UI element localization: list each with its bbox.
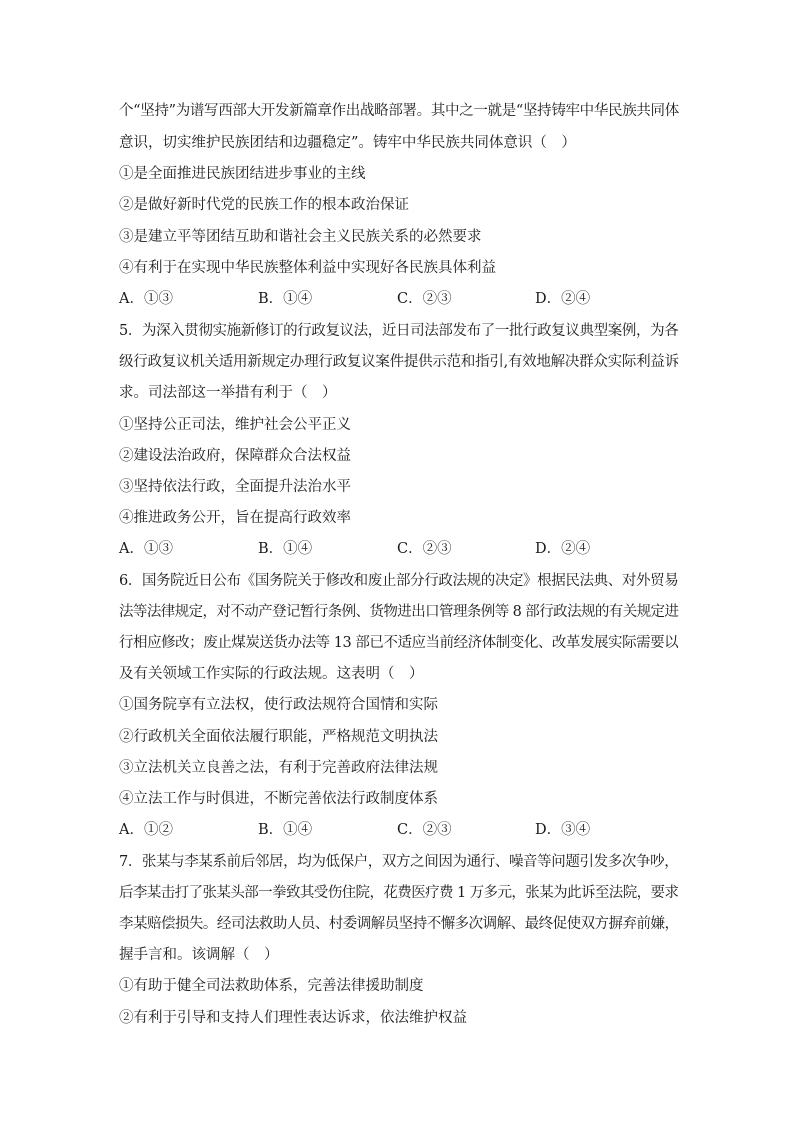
q5-item-3: ③坚持依法行政，全面提升法治水平 <box>119 479 351 495</box>
q4-stem-line-1: 个“坚持”为谱写西部大开发新篇章作出战略部署。其中之一就是“坚持铸牢中华民族共同体 <box>119 103 679 119</box>
q5-option-c: C．②③ <box>397 541 452 557</box>
q6-stem-line-1: 6．国务院近日公布《国务院关于修改和废止部分行政法规的决定》根据民法典、对外贸易 <box>119 573 679 589</box>
q6-option-a: A．①② <box>119 822 173 838</box>
q4-option-a: A．①③ <box>119 291 173 307</box>
q6-option-d: D．③④ <box>535 822 591 838</box>
q5-item-1: ①坚持公正司法，维护社会公平正义 <box>119 417 351 433</box>
q4-options <box>119 289 679 309</box>
q5-stem-line-3: 求。司法部这一举措有利于（ ） <box>119 385 337 401</box>
q5-options <box>119 539 679 559</box>
q5-item-4: ④推进政务公开，旨在提高行政效率 <box>119 510 351 526</box>
q4-item-4: ④有利于在实现中华民族整体利益中实现好各民族具体利益 <box>119 260 496 276</box>
q7-stem-line-2: 后李某击打了张某头部一拳致其受伤住院，花费医疗费 1 万多元，张某为此诉至法院，要求 <box>119 885 679 901</box>
q4-item-2: ②是做好新时代党的民族工作的根本政治保证 <box>119 197 409 213</box>
q6-stem-line-3: 行相应修改；废止煤炭送货办法等 13 部已不适应当前经济体制变化、改革发展实际需要以 <box>119 635 679 651</box>
q6-item-3: ③立法机关立良善之法，有利于完善政府法律法规 <box>119 760 438 776</box>
q6-options <box>119 820 679 840</box>
q4-stem-line-2: 意识，切实维护民族团结和边疆稳定”。铸牢中华民族共同体意识（ ） <box>119 135 576 151</box>
q4-option-d: D．②④ <box>535 291 591 307</box>
q4-item-1: ①是全面推进民族团结进步事业的主线 <box>119 166 366 182</box>
q5-option-d: D．②④ <box>535 541 591 557</box>
q5-option-b: B．①④ <box>258 541 313 557</box>
q6-item-2: ②行政机关全面依法履行职能，严格规范文明执法 <box>119 729 438 745</box>
q6-item-4: ④立法工作与时俱进，不断完善依法行政制度体系 <box>119 791 438 807</box>
q7-item-1: ①有助于健全司法救助体系，完善法律援助制度 <box>119 978 424 994</box>
q7-stem-line-1: 7．张某与李某系前后邻居，均为低保户，双方之间因为通行、噪音等问题引发多次争吵， <box>119 854 679 870</box>
q6-stem-line-2: 法等法律规定，对不动产登记暂行条例、货物进出口管理条例等 8 部行政法规的有关规定进 <box>119 604 679 620</box>
q5-stem-line-2: 级行政复议机关适用新规定办理行政复议案件提供示范和指引,有效地解决群众实际利益诉 <box>119 354 679 370</box>
q6-item-1: ①国务院享有立法权，使行政法规符合国情和实际 <box>119 697 438 713</box>
q5-stem-line-1: 5．为深入贯彻实施新修订的行政复议法，近日司法部发布了一批行政复议典型案例，为各 <box>119 323 679 339</box>
q4-item-3: ③是建立平等团结互助和谐社会主义民族关系的必然要求 <box>119 229 482 245</box>
q7-stem-line-4: 握手言和。该调解（ ） <box>119 947 279 963</box>
q6-option-c: C．②③ <box>397 822 452 838</box>
q4-option-b: B．①④ <box>258 291 313 307</box>
q6-option-b: B．①④ <box>258 822 313 838</box>
q5-option-a: A．①③ <box>119 541 173 557</box>
q4-option-c: C．②③ <box>397 291 452 307</box>
q7-item-2: ②有利于引导和支持人们理性表达诉求，依法维护权益 <box>119 1010 467 1026</box>
q5-item-2: ②建设法治政府，保障群众合法权益 <box>119 448 351 464</box>
q7-stem-line-3: 李某赔偿损失。经司法救助人员、村委调解员坚持不懈多次调解、最终促使双方摒弃前嫌， <box>119 916 679 932</box>
q6-stem-line-4: 及有关领域工作实际的行政法规。这表明（ ） <box>119 666 424 682</box>
